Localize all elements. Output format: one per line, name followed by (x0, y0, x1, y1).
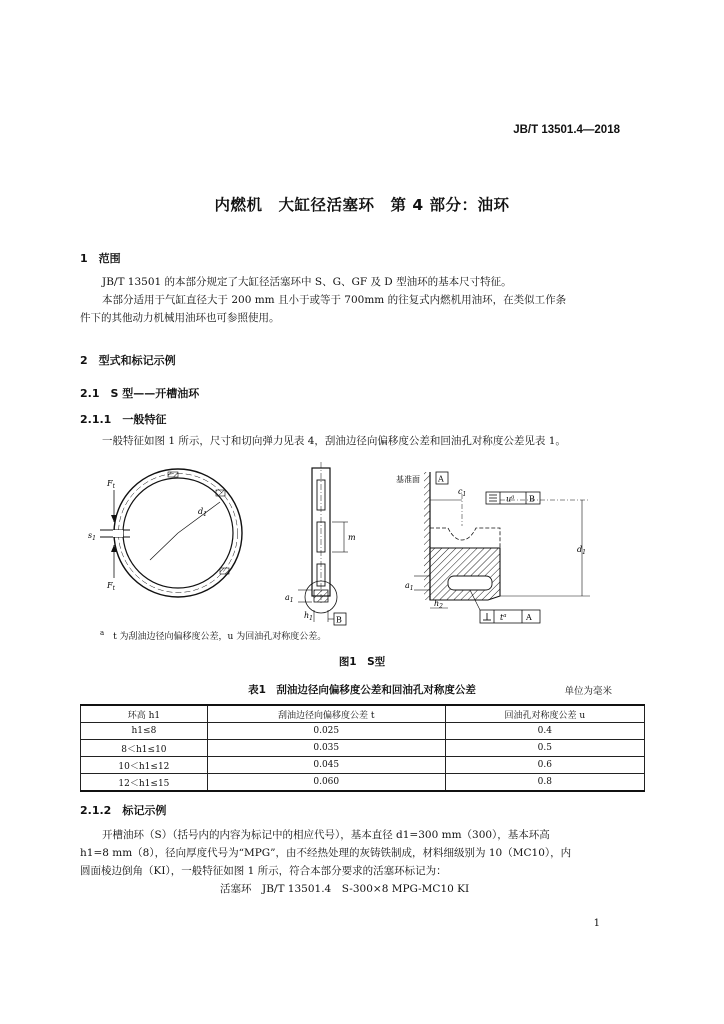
svg-text:s1: $s_1$ (88, 531, 96, 542)
section-1-para-1: JB/T 13501 的本部分规定了大缸径活塞环中 S、G、GF 及 D 型油环的基本尺寸特征。 (102, 276, 512, 288)
table-1-unit: 单位为毫米 (564, 686, 612, 697)
table-1-caption: 表1 刮油边径向偏移度公差和回油孔对称度公差 (248, 684, 476, 696)
svg-text:m: m (348, 533, 356, 542)
table-cell: 0.060 (207, 774, 445, 792)
table-1 (80, 704, 645, 792)
table-cell: 0.4 (445, 723, 644, 740)
section-1-heading: 1 范围 (80, 252, 121, 265)
svg-text:B: B (529, 494, 535, 504)
table-header-cell: 刮油边径向偏移度公差 t (207, 705, 445, 723)
table-header-cell: 环高 h1 (81, 705, 208, 723)
svg-text:B: B (336, 615, 342, 625)
svg-text:基准面: 基准面 (396, 475, 420, 484)
figure-caption: 图1 S型 (338, 656, 386, 668)
ring-top-view (88, 469, 242, 597)
table-cell: h1≤8 (81, 723, 208, 740)
table-row (81, 723, 645, 740)
table-row (81, 757, 645, 774)
svg-text:d1: $d_1$ (577, 545, 586, 556)
table-header-cell: 回油孔对称度公差 u (445, 705, 644, 723)
svg-text:h1: $h_1$ (304, 611, 313, 622)
section-2-1-2-para-2: h1=8 mm（8），径向厚度代号为“MPG”，由不经热处理的灰铸铁制成，材料细级别为 10（MC10），内 (80, 847, 572, 859)
section-2-heading: 2 型式和标记示例 (80, 354, 176, 367)
svg-text:A: A (438, 474, 444, 484)
svg-text:ua: $u^a$ (506, 494, 515, 504)
table-cell: 10＜h1≤12 (81, 757, 208, 774)
page-title: 内燃机 大缸径活塞环 第 4 部分：油环 (214, 196, 510, 214)
standard-number: JB/T 13501.4—2018 (513, 124, 620, 136)
svg-text:ta: $t^a$ (500, 613, 507, 622)
table-cell: 0.035 (207, 740, 445, 757)
svg-text:d1: $d_1$ (198, 507, 207, 518)
svg-text:c1: $c_1$ (458, 487, 467, 498)
page-number: 1 (593, 918, 600, 929)
section-2-1-2-para-1: 开槽油环（S）（括号内的内容为标记中的相应代号），基本直径 d1=300 mm（300），基本环高 (102, 829, 550, 841)
section-1-para-2b: 件下的其他动力机械用油环也可参照使用。 (80, 312, 280, 324)
ring-detail-view (396, 472, 590, 623)
marking-example: 活塞环 JB/T 13501.4 S-300×8 MPG-MC10 KI (220, 883, 470, 895)
section-2-1-1-heading: 2.1.1 一般特征 (80, 413, 167, 426)
section-2-1-heading: 2.1 S 型——开槽油环 (80, 387, 200, 400)
section-2-1-1-para: 一般特征如图 1 所示，尺寸和切向弹力见表 4，刮油边径向偏移度公差和回油孔对称度公差见表 1。 (102, 435, 566, 447)
table-cell: 0.6 (445, 757, 644, 774)
svg-text:Ft: $F_t$ (107, 581, 115, 592)
figure-1-drawing (70, 460, 630, 630)
svg-text:Ft: $F_t$ (107, 479, 115, 490)
section-1-para-2a: 本部分适用于气缸直径大于 200 mm 且小于或等于 700mm 的往复式内燃机用油环，在类似工作条 (102, 294, 567, 306)
svg-text:a1: $a_1$ (405, 581, 414, 592)
table-header-row (81, 705, 645, 723)
table-cell: 0.5 (445, 740, 644, 757)
table-cell: 0.025 (207, 723, 445, 740)
section-2-1-2-para-3: 圆面棱边倒角（KI），一般特征如图 1 所示，符合本部分要求的活塞环标记为： (80, 865, 447, 877)
table-cell: 8＜h1≤10 (81, 740, 208, 757)
ring-side-view (285, 462, 356, 625)
svg-text:A: A (526, 613, 532, 622)
table-cell: 12＜h1≤15 (81, 774, 208, 792)
table-row (81, 740, 645, 757)
table-row (81, 774, 645, 792)
table-cell: 0.8 (445, 774, 644, 792)
figure-note: $^a$ t 为刮油边径向偏移度公差，u 为回油孔对称度公差。 (100, 629, 327, 642)
svg-text:h2: $h_2$ (434, 599, 443, 610)
svg-text:a1: $a_1$ (285, 593, 294, 604)
table-cell: 0.045 (207, 757, 445, 774)
section-2-1-2-heading: 2.1.2 标记示例 (80, 804, 167, 817)
